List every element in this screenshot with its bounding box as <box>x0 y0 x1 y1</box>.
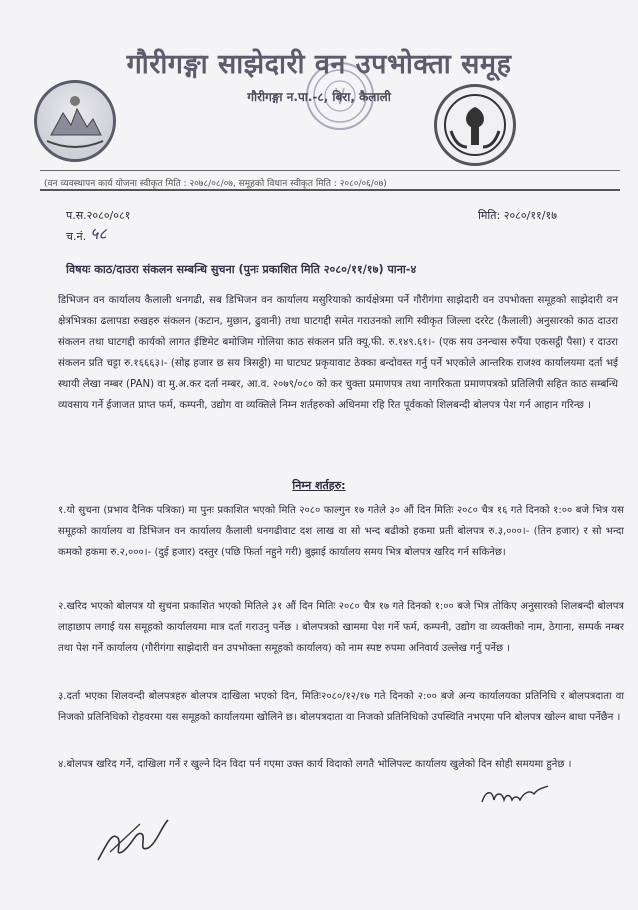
condition-item: १.यो सुचना (प्रभाव दैनिक पत्रिका) मा पुनः प्रकाशित भएको मिति २०८० फाल्गुन १७ गतेले ३० औं दिन मितिः २०८० चैत्र १६ गते दिनको १:०० बजे भित्र यस समूहको कार्यालय वा डिभिजन वन कार्यालय कैलाली धनगढीवाट दश लाख वा सो भन्द बढीको हकमा प्रती बोलपत्र रु.३,०००।- (तिन हजार) र सो भन्दा कमको हकमा रु.२,०००।- (दुई हजार) दस्तुर (पछि फिर्ता नहुने गरी) बुझाई कार्यालय समय भित्र बोलपत्र खरिद गर्न सकिनेछ। <box>58 505 624 558</box>
dispatch-number-label: च.नं. <box>66 230 87 243</box>
condition-item: ३.दर्ता भएका शिलवन्दी बोलपत्रहरु बोलपत्र दाखिला भएको दिन, मितिः२०८०/१२/१७ गते दिनको २:०० बजे अन्य कार्यालयका प्रतिनिधि र बोलपत्रदाता वा निजको प्रतिनिधिको रोहवरमा यस समूहको कार्यालयमा खोलिने छ। बोलपत्रदाता वा निजको प्रतिनिधिको उपस्थिति नभएमा पनि बोलपत्र खोल्न बाधा पर्नेछैन । <box>58 691 624 723</box>
signature-left-icon <box>92 812 172 872</box>
condition-item: २.खरिद भएको बोलपत्र यो सुचना प्रकाशित भएको मितिले ३१ औं दिन मितिः २०८० चैत्र १७ गते दिनको १:०० बजे भित्र तोकिए अनुसारको शिलबन्दी बोलपत्र लाहाछाप लगाई यस समूहको कार्यालयमा मात्र दर्ता गराउनु पर्नेछ । बोलपत्रको खाममा पेश गर्ने फर्म, कम्पनी, उद्योग वा व्यक्तीको नाम, ठेगाना, सम्पर्क नम्बर तथा पेश गर्ने कार्यालय (गौरीगंगा साझेदारी वन उपभोक्ता समूहको कार्यालय) को नाम स्पष्ट रुपमा अनिवार्य उल्लेख गर्नु पर्नेछ । <box>58 601 624 654</box>
header-divider-bottom <box>40 189 620 191</box>
signature-right-icon <box>480 784 550 812</box>
header-divider <box>40 170 620 171</box>
subject-line: विषयः काठ/दाउरा संकलन सम्बन्धि सुचना (पुनः प्रकाशित मिति २०८०/११/१७) पाना-४ <box>66 263 417 276</box>
body-paragraph: डिभिजन वन कार्यालय कैलाली धनगढी, सब डिभिजन वन कार्यालय मसुरियाको कार्यक्षेत्रमा पर्ने गौरीगंगा साझेदारी वन उपभोक्ता समूहको साझेदारी वन क्षेत्रभित्रका ढलापडा रुखहरु संकलन (कटान, मुछान, ढुवानी) तथा घाटगद्दी समेत गराउनको लागि स्वीकृत जिल्ला दररेट (कैलाली) अनुसारको काठ दाउरा संकलन तथा घाटगद्दी कार्यको लागत ईष्टिमेट बमोजिम गोलिया काठ संकलन प्रति क्यू.फी. रु.१४९.६१।- (एक सय उनन्चास रुपैंया एकसट्ठी पैसा) र दाउरा संकलन प्रति चट्टा रु.१६६६३।- (सोह्र हजार छ सय त्रिसठ्ठी) मा घाटघट प्रकृयावाट ठेक्का बन्दोवस्त गर्नु पर्ने भएकोले आन्तरिक राजश्व कार्यालयमा दर्ता भई स्थायी लेखा नम्बर (PAN) वा मु.अ.कर दर्ता नम्बर, आ.व. २०७९/०८० को कर चुक्ता प्रमाणपत्र तथा नागरिकता प्रमाणपत्रको प्रतिलिपी सहित काठ सम्बन्धि व्यवसाय गर्ने ईजाजत प्राप्त फर्म, कम्पनी, उद्योग वा व्यक्तिले निम्न शर्तहरुको अधिनमा रहि रित पूर्वकको शिलबन्दी बोलपत्र पेश गर्न आहान गरिन्छ । <box>58 295 618 411</box>
conditions-heading: निम्न शर्तहरु: <box>292 479 346 492</box>
dispatch-number-value: ५८ <box>90 224 107 243</box>
condition-item: ४.बोलपत्र खरिद गर्ने, दाखिला गर्ने र खुल्ने दिन विदा पर्न गएमा उक्त कार्य विदाको लगतै भोलिपल्ट कार्यालय खुलेको दिन सोही समयमा हुनेछ । <box>58 759 572 770</box>
approval-note: (वन व्यवस्थापन कार्य योजना स्वीकृत मिति : २०७८/०८/०७, समूहको विधान स्वीकृत मिति : २०८०/०६/०७) <box>44 179 387 189</box>
document-date: मिति: २०८०/११/१७ <box>478 209 557 222</box>
organization-address: गौरीगङ्गा न.पा.-८, बिरा, कैलाली <box>247 90 391 104</box>
reference-number: प.स.२०८०/०८१ <box>66 209 131 222</box>
organization-name: गौरीगङ्गा साझेदारी वन उपभोक्ता समूह <box>126 49 512 80</box>
